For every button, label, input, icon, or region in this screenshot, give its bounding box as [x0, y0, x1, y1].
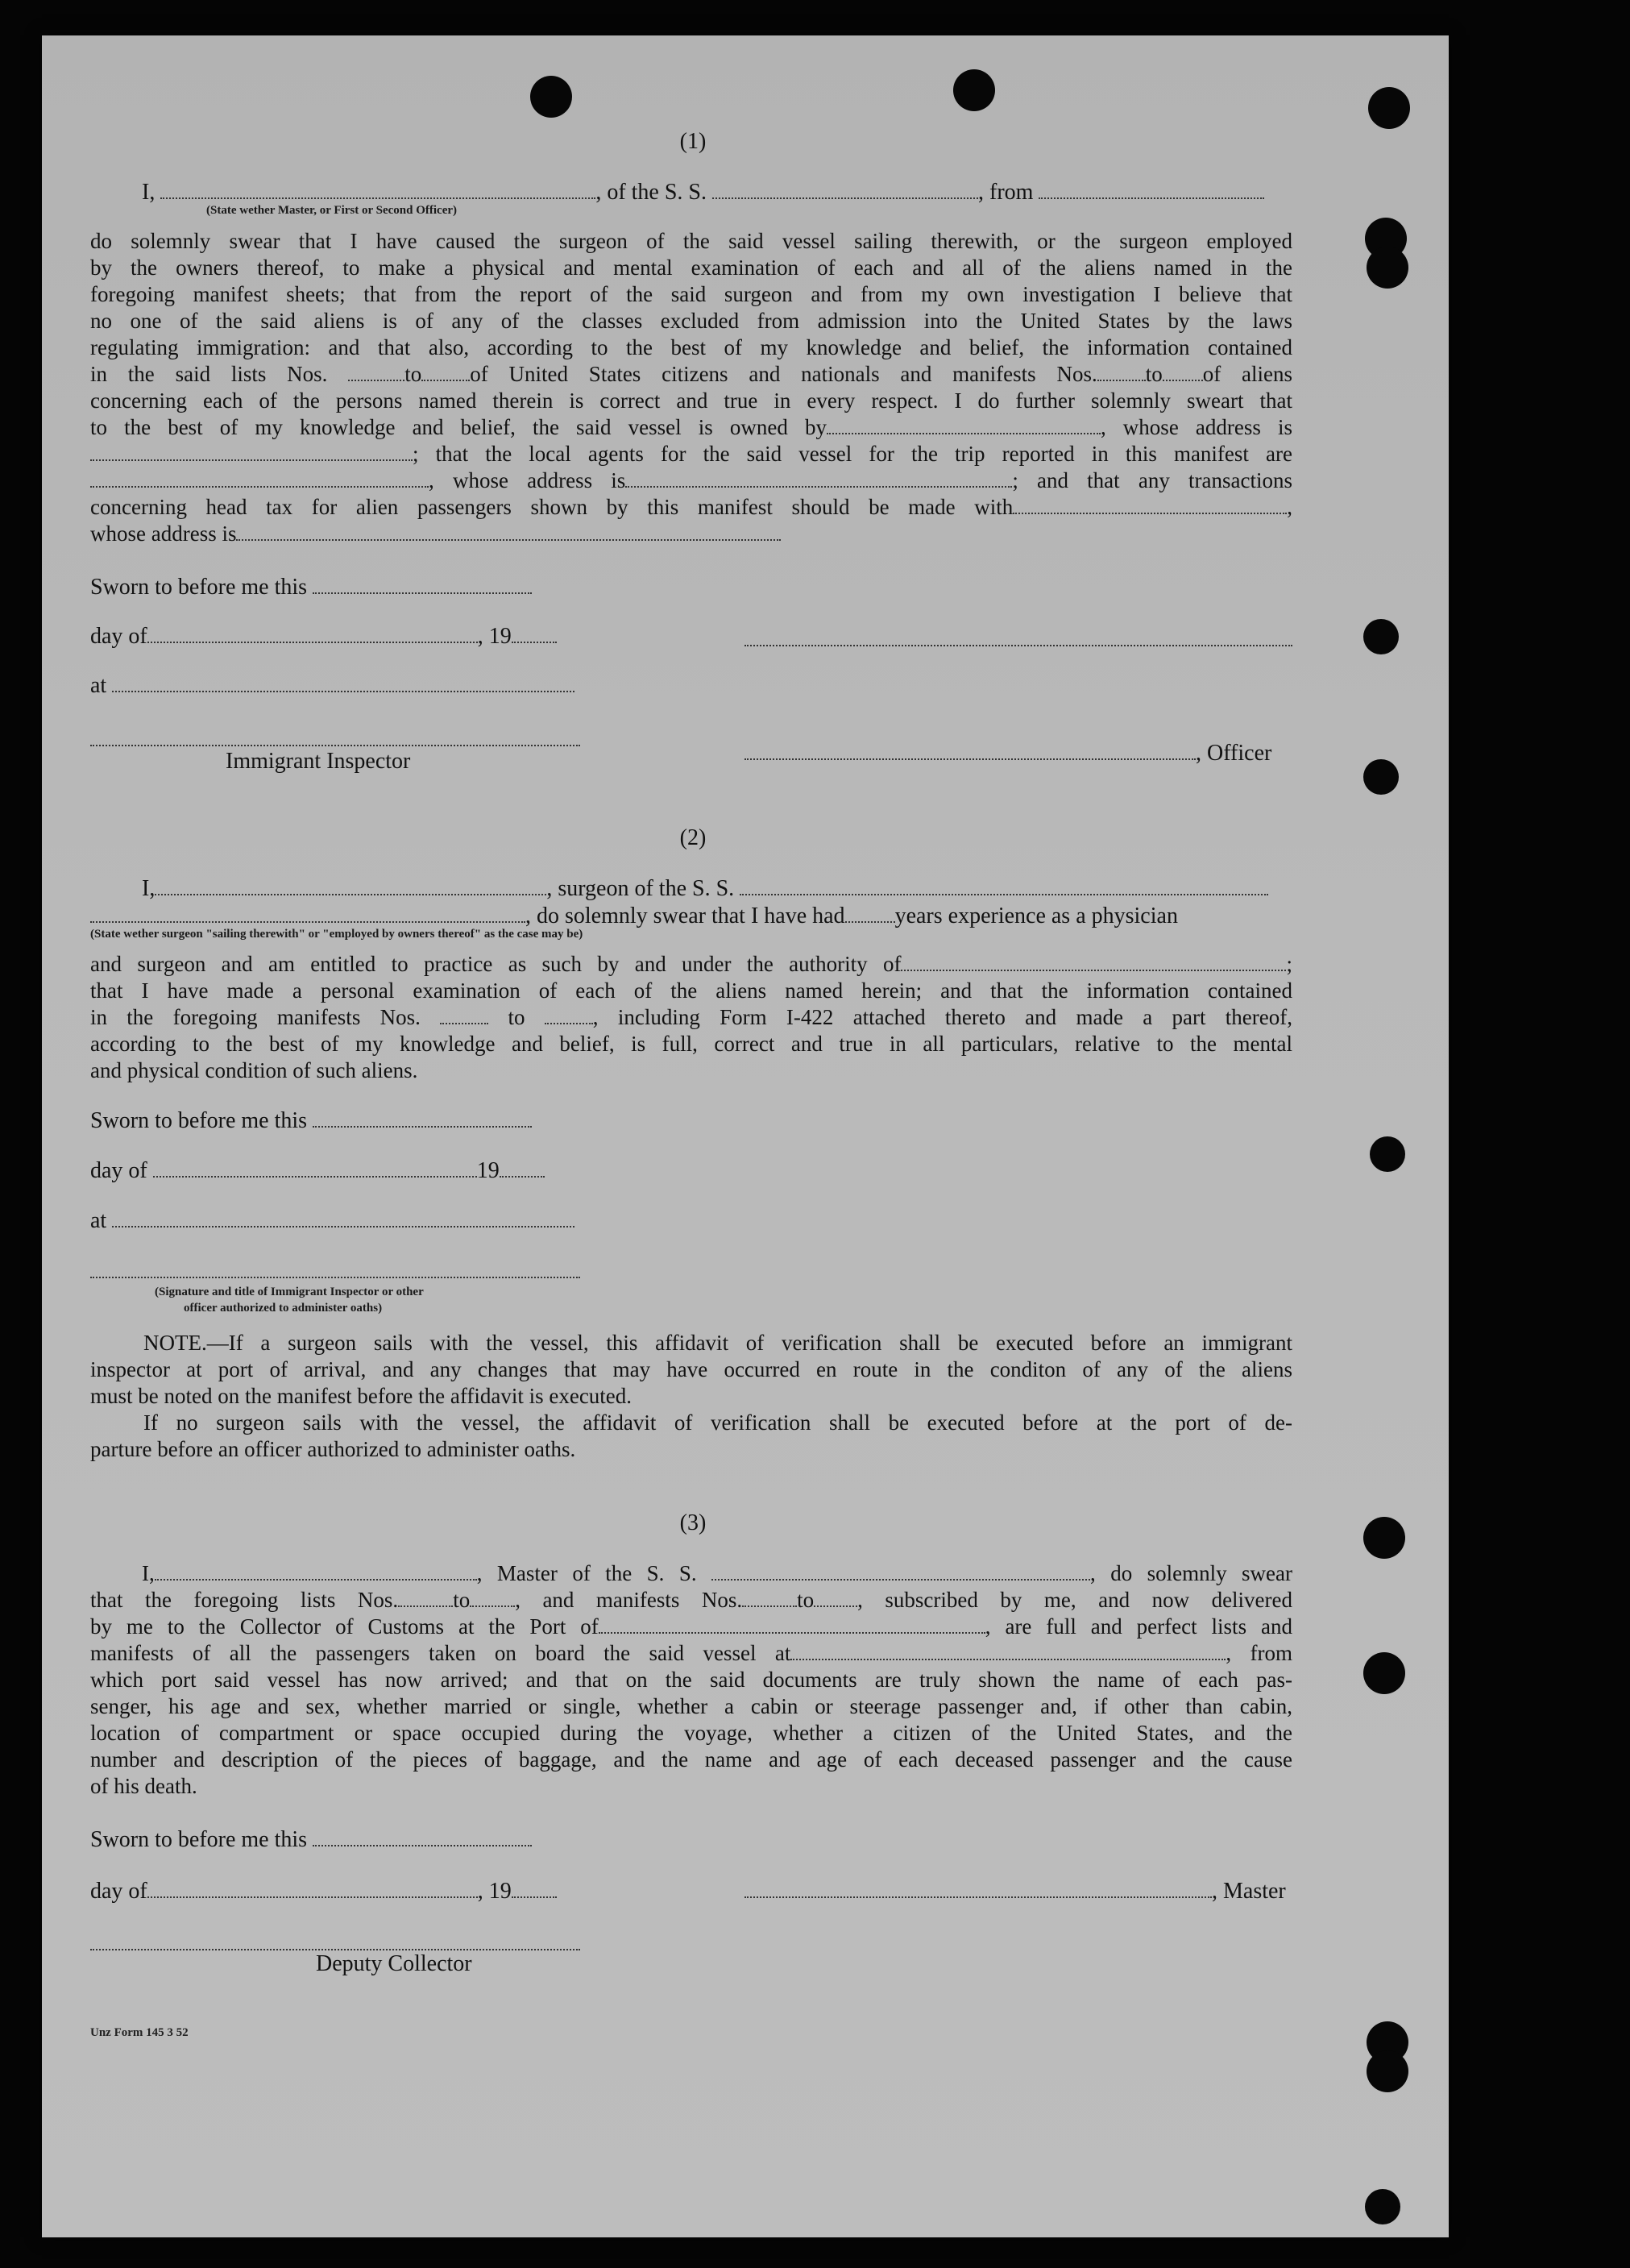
- master-signature-line: , Master: [744, 1878, 1286, 1905]
- form-line: I, , of the S. S. , from: [142, 179, 1264, 206]
- field-hint: (Signature and title of Immigrant Inspector or other: [155, 1286, 424, 1298]
- field-hint: (State wether surgeon "sailing therewith" or "employed by owners thereof" as the case may be): [90, 928, 583, 941]
- punch-hole: [530, 76, 572, 118]
- section-number: (1): [679, 129, 707, 154]
- punch-hole: [1363, 1517, 1405, 1559]
- punch-hole: [1363, 1652, 1405, 1694]
- punch-hole: [953, 69, 995, 111]
- place-line: at: [90, 1207, 574, 1234]
- punch-hole: [1365, 2189, 1400, 2224]
- form-line: , do solemnly swear that I have had years experience as a physician: [90, 903, 1178, 929]
- punch-hole: [1370, 1136, 1405, 1172]
- signature-line: [90, 1277, 580, 1278]
- deputy-collector-label: Deputy Collector: [316, 1951, 472, 1976]
- signature-line: [90, 745, 580, 746]
- punch-hole: [1368, 87, 1410, 129]
- oath-paragraph: do solemnly swear that I have caused the surgeon of the said vessel sailing therewith, or the surgeon employed by the owners thereof, to make a physical and mental examination of each and all of the aliens named in the foregoing manifest sheets; that from the report of the said surgeon and from my own investigation I believe that no one of the said aliens is of any of the classes excluded from admission into the United States by the laws regulating immigration: and that also, according to the best of my knowledge and belief, the information contained in the said lists Nos. to of United States citizens and nationals and manifests Nos. to of aliens concerning each of the persons named therein is correct and true in every respect. I do further solemnly sweart that to the best of my knowledge and belief, the said vessel is owned by , whose address is ; that the local agents for the said vessel for the trip reported in this manifest are , whose address is ; and that any transactions concerning head tax for alien passengers shown by this manifest should be made with , whose address is: [90, 229, 1292, 546]
- surgeon-paragraph: and surgeon and am entitled to practice as such by and under the authority of ; that I have made a personal examination of each of the aliens named herein; and that the information contained in the foregoing manifests Nos. to , including Form I-422 attached thereto and made a part thereof, according to the best of my knowledge and belief, is full, correct and true in all particulars, relative to the mental and physical condition of such aliens.: [90, 952, 1292, 1082]
- master-paragraph: I, , Master of the S. S. , do solemnly swear that the foregoing lists Nos. to , and manifests Nos. to , subscribed by me, and now delivered by me to the Collector of Customs at the Port of , are full and perfect lists and manifests of all the passengers taken on board the said vessel at , from which port said vessel has now arrived; and that on the said documents are truly shown the name of each pas- senger, his age and sex, whether married or single, whether a cabin or steerage passenger and, if other than cabin, location of compartment or space occupied during the voyage, whether a citizen of the United States, and the number and description of the pieces of baggage, and the name and age of each deceased passenger and the cause of his death.: [90, 1561, 1293, 1798]
- punch-hole: [1367, 247, 1408, 289]
- date-line: day of , 19: [90, 1878, 557, 1905]
- officer-line: , Officer: [744, 740, 1271, 766]
- signature-line: [744, 645, 1292, 646]
- note-paragraph: NOTE.—If a surgeon sails with the vessel, this affidavit of verification shall be executed before an immigrant inspector at port of arrival, and any changes that may have occurred en route in the conditon of any of the aliens must be noted on the manifest before the affidavit is executed. If no surgeon sails with the vessel, the affidavit of verification shall be executed before at the port of de- parture before an officer authorized to administer oaths.: [90, 1331, 1292, 1461]
- date-line: day of , 19: [90, 623, 557, 650]
- sworn-line: Sworn to before me this: [90, 1107, 532, 1134]
- punch-hole: [1363, 619, 1399, 654]
- form-number: Unz Form 145 3 52: [90, 2026, 189, 2039]
- section-number: (3): [679, 1510, 707, 1535]
- date-line: day of 19: [90, 1157, 545, 1184]
- field-hint: (State wether Master, or First or Second Officer): [206, 204, 458, 217]
- inspector-label: Immigrant Inspector: [226, 749, 411, 774]
- punch-hole: [1367, 2050, 1408, 2092]
- sworn-line: Sworn to before me this: [90, 1826, 532, 1853]
- place-line: at: [90, 672, 574, 699]
- sworn-line: Sworn to before me this: [90, 574, 532, 600]
- punch-hole: [1363, 759, 1399, 795]
- form-line: I, , surgeon of the S. S.: [142, 875, 1268, 902]
- field-hint: officer authorized to administer oaths): [184, 1302, 383, 1315]
- section-number: (2): [679, 825, 707, 850]
